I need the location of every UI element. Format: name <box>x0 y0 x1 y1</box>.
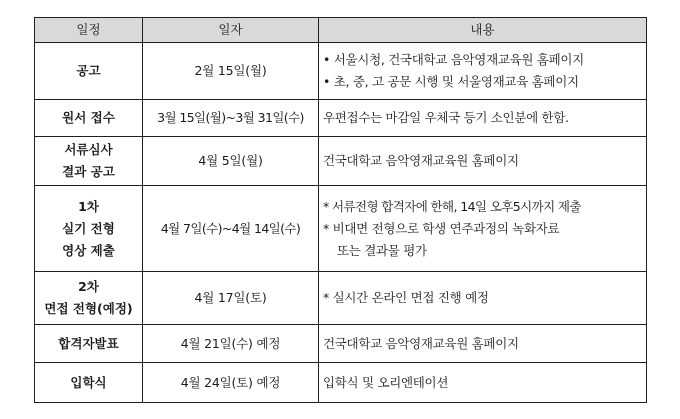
stage-cell <box>35 272 143 325</box>
stage-cell <box>35 137 143 186</box>
header-stage: 일정 <box>35 18 143 43</box>
stage-line: 면접 전형(예정) <box>44 301 133 316</box>
date-cell: 4월 21일(수) 예정 <box>143 325 319 363</box>
header-content: 내용 <box>319 18 647 43</box>
content-cell <box>319 272 647 325</box>
stage-line: 결과 공고 <box>62 164 115 179</box>
table-row <box>35 100 647 137</box>
date-cell: 4월 7일(수)~4월 14일(수) <box>143 186 319 272</box>
content-cell <box>319 43 647 100</box>
content-line: • 초, 중, 고 공문 시행 및 서울영재교육 홈페이지 <box>323 74 579 89</box>
stage-line: 원서 접수 <box>62 110 115 125</box>
date-cell: 4월 17일(토) <box>143 272 319 325</box>
stage-line: 영상 제출 <box>62 242 115 258</box>
table-row <box>35 325 647 363</box>
stage-line: 공고 <box>76 63 101 78</box>
stage-cell <box>35 363 143 403</box>
content-cell <box>319 363 647 403</box>
content-line: 입학식 및 오리엔테이션 <box>323 374 449 390</box>
content-line: 건국대학교 음악영재교육원 홈페이지 <box>323 335 519 351</box>
table-row <box>35 272 647 325</box>
header-date: 일자 <box>143 18 319 43</box>
content-line: * 서류전형 합격자에 한해, 14일 오후5시까지 제출 <box>323 198 581 214</box>
stage-cell <box>35 186 143 272</box>
stage-line: 실기 전형 <box>62 220 115 236</box>
stage-line: 서류심사 <box>64 142 113 157</box>
table-row <box>35 363 647 403</box>
stage-line: 합격자발표 <box>58 335 119 351</box>
stage-cell <box>35 43 143 100</box>
date-cell: 4월 5일(월) <box>143 137 319 186</box>
stage-cell <box>35 100 143 137</box>
stage-line: 1차 <box>78 198 99 214</box>
content-cell <box>319 186 647 272</box>
content-line: 우편접수는 마감일 우체국 등기 소인분에 한함. <box>323 110 569 125</box>
content-cell <box>319 137 647 186</box>
date-cell: 2월 15일(월) <box>143 43 319 100</box>
content-cell <box>319 325 647 363</box>
content-line: 또는 결과물 평가 <box>337 242 427 258</box>
date-cell: 4월 24일(토) 예정 <box>143 363 319 403</box>
content-cell <box>319 100 647 137</box>
date-cell: 3월 15일(월)~3월 31일(수) <box>143 100 319 137</box>
content-line: 건국대학교 음악영재교육원 홈페이지 <box>323 153 519 168</box>
table-row <box>35 43 647 100</box>
content-line: * 비대면 전형으로 학생 연주과정의 녹화자료 <box>323 220 560 236</box>
stage-line: 2차 <box>78 279 99 294</box>
table-row <box>35 137 647 186</box>
stage-line: 입학식 <box>70 374 107 390</box>
header-row <box>35 18 647 43</box>
table-row <box>35 186 647 272</box>
content-line: * 실시간 온라인 면접 진행 예정 <box>323 290 489 305</box>
content-line: • 서울시청, 건국대학교 음악영재교육원 홈페이지 <box>323 52 584 67</box>
stage-cell <box>35 325 143 363</box>
schedule-table <box>34 17 647 403</box>
